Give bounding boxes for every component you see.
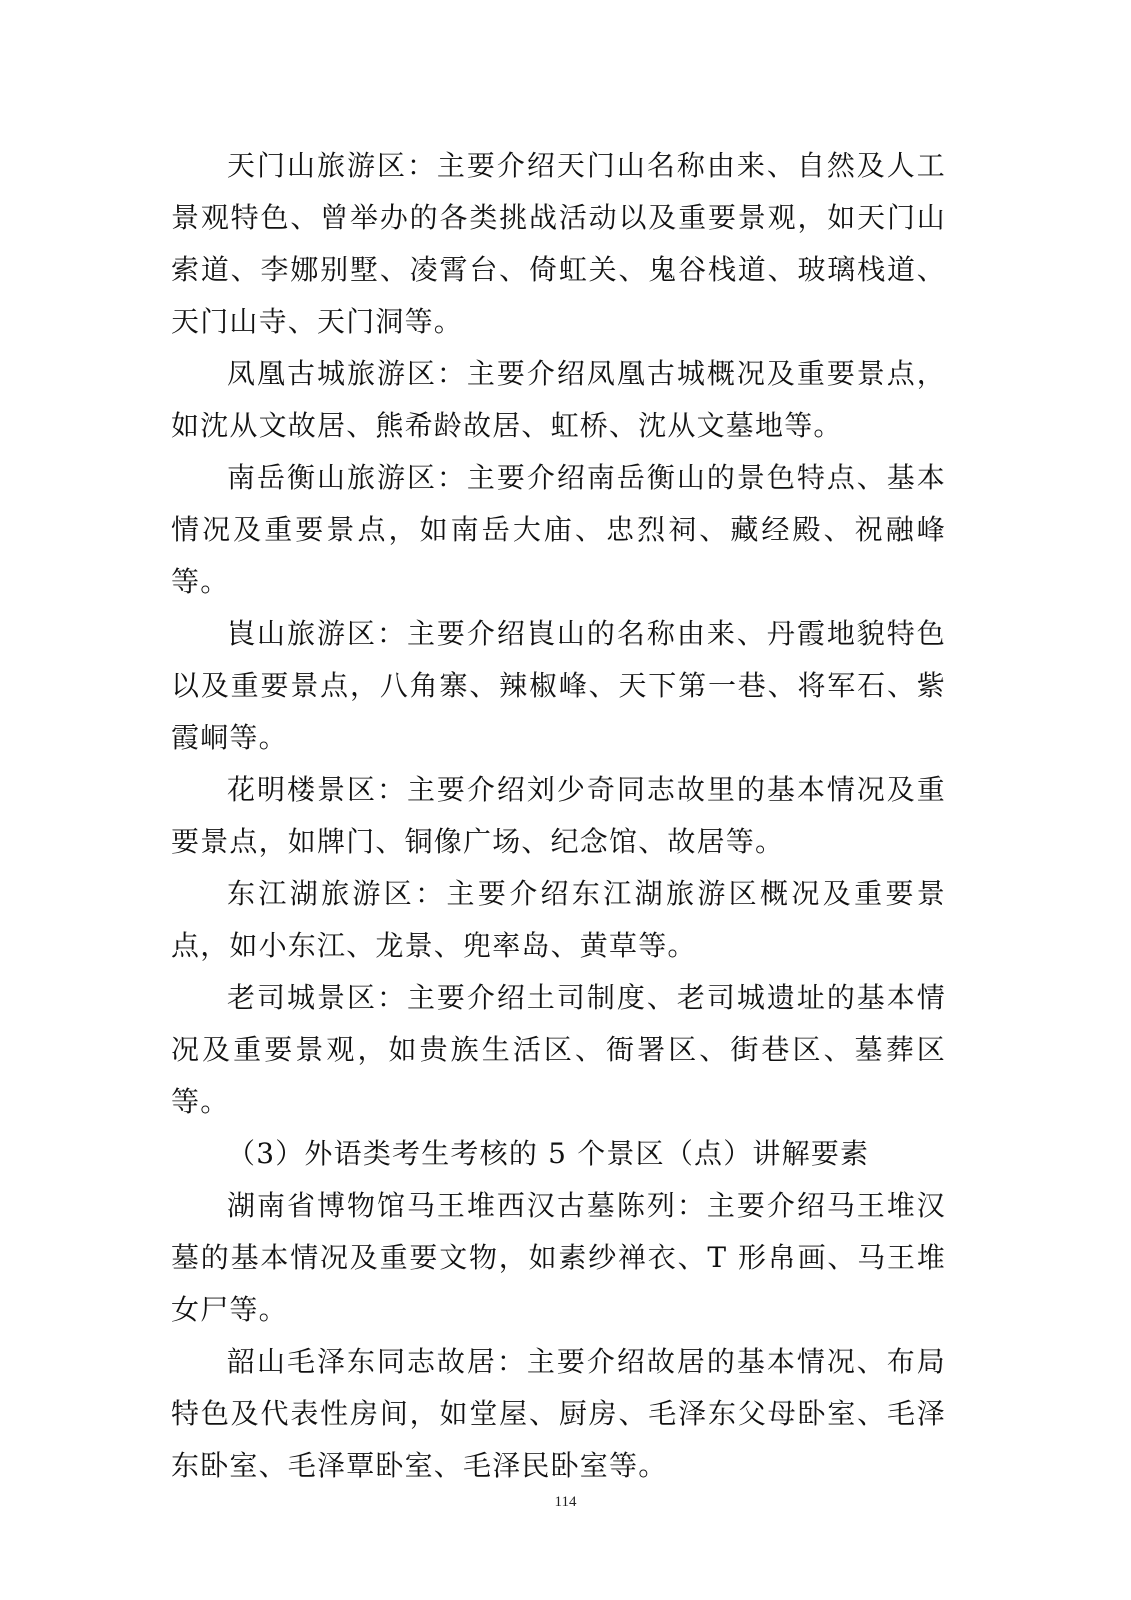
paragraph-tianmenshan: 天门山旅游区：主要介绍天门山名称由来、自然及人工景观特色、曾举办的各类挑战活动以及重要景观，如天门山索道、李娜别墅、凌霄台、倚虹关、鬼谷栈道、玻璃栈道、天门山寺、天门洞等。 [171, 149, 946, 338]
paragraph-fenghuang: 凤凰古城旅游区：主要介绍凤凰古城概况及重要景点，如沈从文故居、熊希龄故居、虹桥、沈从文墓地等。 [171, 357, 946, 442]
paragraph-nanyue-hengshan: 南岳衡山旅游区：主要介绍南岳衡山的景色特点、基本情况及重要景点，如南岳大庙、忠烈祠、藏经殿、祝融峰等。 [171, 461, 946, 598]
paragraph-dongjianghu: 东江湖旅游区：主要介绍东江湖旅游区概况及重要景点，如小东江、龙景、兜率岛、黄草等。 [171, 877, 946, 962]
paragraph-hunan-museum-mawangdui: 湖南省博物馆马王堆西汉古墓陈列：主要介绍马王堆汉墓的基本情况及重要文物，如素纱禅衣、T 形帛画、马王堆女尸等。 [171, 1189, 946, 1326]
paragraph-laosicheng: 老司城景区：主要介绍土司制度、老司城遗址的基本情况及重要景观，如贵族生活区、衙署区、街巷区、墓葬区等。 [171, 981, 946, 1118]
document-body [171, 140, 946, 1492]
paragraph-huaminglou: 花明楼景区：主要介绍刘少奇同志故里的基本情况及重要景点，如牌门、铜像广场、纪念馆、故居等。 [171, 773, 946, 858]
page-number: 114 [554, 1494, 577, 1510]
section-heading-foreign-language: （3）外语类考生考核的 5 个景区（点）讲解要素 [227, 1137, 870, 1170]
paragraph-langshan: 崀山旅游区：主要介绍崀山的名称由来、丹霞地貌特色以及重要景点，八角寨、辣椒峰、天下第一巷、将军石、紫霞峒等。 [171, 617, 946, 754]
paragraph-shaoshan-former-residence: 韶山毛泽东同志故居：主要介绍故居的基本情况、布局特色及代表性房间，如堂屋、厨房、毛泽东父母卧室、毛泽东卧室、毛泽覃卧室、毛泽民卧室等。 [171, 1345, 946, 1482]
